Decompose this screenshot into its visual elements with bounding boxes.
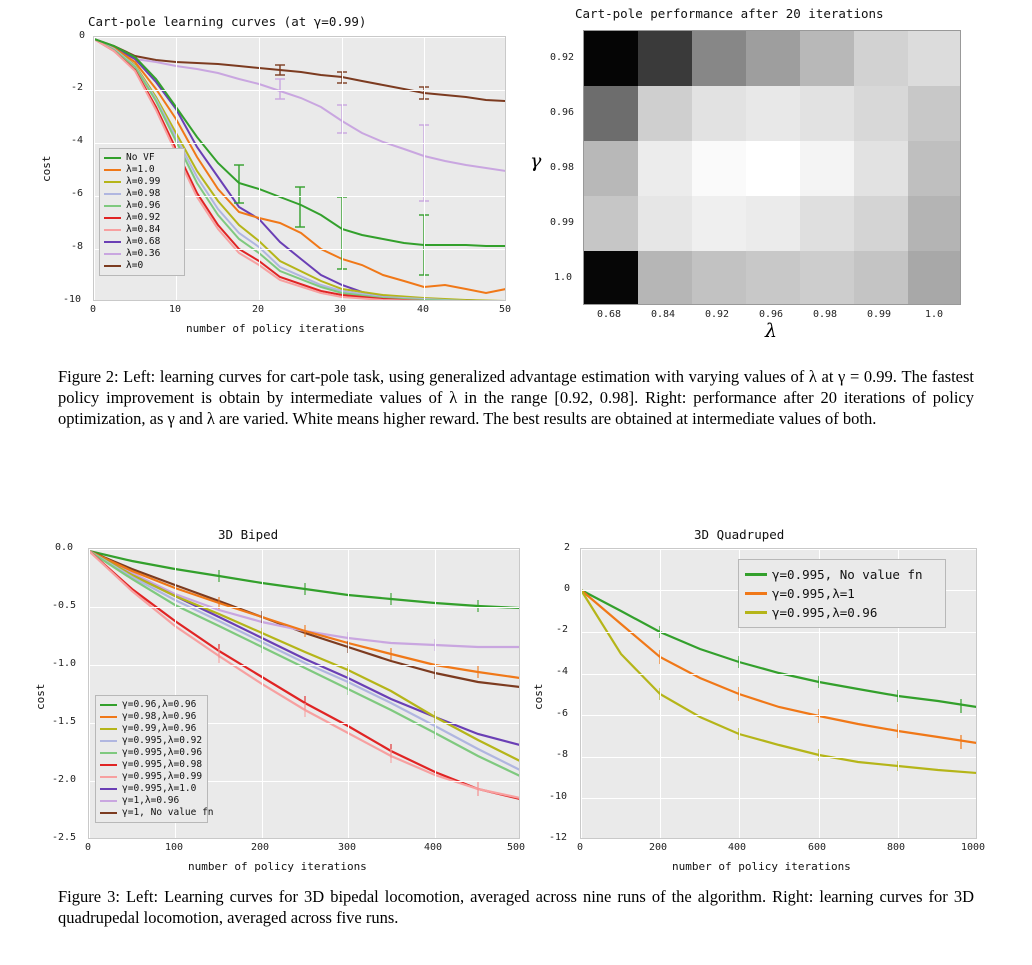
- legend-item: λ=0.99: [104, 176, 179, 188]
- figure2-right-chart: [520, 0, 1032, 350]
- legend-swatch: [100, 764, 117, 766]
- legend-item: γ=0.98,λ=0.96: [100, 711, 202, 723]
- legend-item: γ=0.995,λ=0.96: [100, 747, 202, 759]
- legend-item: γ=0.995, No value fn: [745, 565, 939, 584]
- y-tick: -12: [549, 832, 568, 843]
- legend-item: λ=0.98: [104, 188, 179, 200]
- legend-swatch: [100, 776, 117, 778]
- y-tick: -6: [71, 188, 84, 199]
- x-tick: 1000: [961, 842, 986, 853]
- y-tick: 0.0: [55, 542, 74, 553]
- legend-item: λ=1.0: [104, 164, 179, 176]
- legend-swatch: [100, 740, 117, 742]
- legend-swatch: [104, 181, 121, 183]
- x-tick: 0: [90, 304, 97, 315]
- x-tick: 0.99: [867, 309, 892, 320]
- legend-swatch: [104, 217, 121, 219]
- y-tick: 0.92: [550, 52, 575, 63]
- y-tick: -8: [556, 749, 569, 760]
- figure2-right-plot-area: [583, 30, 961, 305]
- y-tick: -10: [549, 791, 568, 802]
- y-tick: 0.96: [550, 107, 575, 118]
- figure3-right-chart: [520, 515, 1032, 875]
- y-tick: -2: [556, 624, 569, 635]
- y-tick: -2.0: [52, 774, 77, 785]
- y-tick: -0.5: [52, 600, 77, 611]
- legend-item: γ=0.995,λ=0.99: [100, 771, 202, 783]
- x-tick: 200: [251, 842, 270, 853]
- figure2-caption: Figure 2: Left: learning curves for cart-pole task, using generalized advantage estimation with varying values of λ at γ = 0.99. The fastest policy improvement is obtain by intermediate values of λ in the range [0.92, 0.98]. Right: performance after 20 iterations of policy optimization, as γ and λ are varied. White means higher reward. The best results are obtained at intermediate values of both.: [58, 367, 974, 428]
- figure3-left-xlabel: number of policy iterations: [188, 860, 367, 873]
- figure3-right-title: 3D Quadruped: [694, 527, 785, 542]
- x-tick: 200: [649, 842, 668, 853]
- y-tick: -2.5: [52, 832, 77, 843]
- x-tick: 0.98: [813, 309, 838, 320]
- y-tick: -2: [71, 82, 84, 93]
- x-tick: 1.0: [925, 309, 944, 320]
- y-tick: -1.0: [52, 658, 77, 669]
- figure2-left-chart: [0, 0, 520, 350]
- x-tick: 10: [169, 304, 182, 315]
- legend-swatch: [745, 592, 767, 595]
- legend-swatch: [745, 573, 767, 576]
- figure2-right-title: Cart-pole performance after 20 iterations: [575, 6, 884, 21]
- figure3-left-legend: [95, 695, 214, 823]
- x-tick: 400: [728, 842, 747, 853]
- legend-swatch: [100, 704, 117, 706]
- y-tick: -10: [63, 294, 82, 305]
- legend-swatch: [104, 205, 121, 207]
- x-tick: 40: [417, 304, 430, 315]
- y-tick: 1.0: [554, 272, 573, 283]
- legend-item: λ=0.92: [104, 212, 179, 224]
- legend-swatch: [100, 716, 117, 718]
- x-tick: 0.84: [651, 309, 676, 320]
- y-tick: 0: [564, 583, 571, 594]
- legend-item: γ=1, No value fn: [100, 807, 202, 819]
- legend-item: γ=0.995,λ=0.96: [745, 603, 939, 622]
- y-tick: -4: [71, 135, 84, 146]
- legend-swatch: [104, 253, 121, 255]
- x-tick: 100: [165, 842, 184, 853]
- legend-item: No VF: [104, 152, 179, 164]
- y-tick: 2: [564, 542, 571, 553]
- x-tick: 20: [252, 304, 265, 315]
- figure3-caption: Figure 3: Left: Learning curves for 3D bipedal locomotion, averaged across nine runs of the algorithm. Right: learning curves for 3D quadrupedal locomotion, averaged across five runs.: [58, 887, 974, 927]
- legend-item: γ=0.96,λ=0.96: [100, 699, 202, 711]
- legend-swatch: [104, 265, 121, 267]
- figure3-right-ylabel: cost: [532, 683, 545, 710]
- figure2-right-xlabel: λ: [765, 320, 778, 342]
- legend-swatch: [100, 800, 117, 802]
- legend-item: γ=0.995,λ=0.98: [100, 759, 202, 771]
- legend-item: λ=0.96: [104, 200, 179, 212]
- legend-item: γ=1,λ=0.96: [100, 795, 202, 807]
- legend-swatch: [104, 241, 121, 243]
- legend-item: γ=0.995,λ=0.92: [100, 735, 202, 747]
- y-tick: 0: [79, 30, 86, 41]
- legend-item: λ=0.84: [104, 224, 179, 236]
- figure3-left-chart: [0, 515, 526, 875]
- legend-item: λ=0: [104, 260, 179, 272]
- legend-item: λ=0.68: [104, 236, 179, 248]
- x-tick: 0.68: [597, 309, 622, 320]
- figure2-right-ylabel: γ: [530, 150, 542, 172]
- y-tick: 0.99: [550, 217, 575, 228]
- figure3-right-xlabel: number of policy iterations: [672, 860, 851, 873]
- legend-swatch: [104, 229, 121, 231]
- figure3-left-title: 3D Biped: [218, 527, 279, 542]
- figure2-left-title: Cart-pole learning curves (at γ=0.99): [88, 14, 367, 29]
- figure2-left-legend: [99, 148, 185, 276]
- heatmap-cells: [584, 31, 961, 305]
- figure3-left-ylabel: cost: [34, 683, 47, 710]
- legend-item: γ=0.995,λ=1: [745, 584, 939, 603]
- x-tick: 800: [887, 842, 906, 853]
- y-tick: -1.5: [52, 716, 77, 727]
- y-tick: -4: [556, 666, 569, 677]
- legend-swatch: [745, 611, 767, 614]
- x-tick: 0.92: [705, 309, 730, 320]
- legend-swatch: [100, 788, 117, 790]
- y-tick: -6: [556, 708, 569, 719]
- x-tick: 300: [338, 842, 357, 853]
- legend-item: γ=0.99,λ=0.96: [100, 723, 202, 735]
- x-tick: 0.96: [759, 309, 784, 320]
- x-tick: 500: [507, 842, 526, 853]
- x-tick: 400: [424, 842, 443, 853]
- legend-swatch: [100, 812, 117, 814]
- x-tick: 50: [499, 304, 512, 315]
- legend-swatch: [104, 169, 121, 171]
- legend-swatch: [104, 193, 121, 195]
- x-tick: 600: [808, 842, 827, 853]
- legend-swatch: [100, 728, 117, 730]
- y-tick: -8: [71, 241, 84, 252]
- legend-item: γ=0.995,λ=1.0: [100, 783, 202, 795]
- x-tick: 30: [334, 304, 347, 315]
- legend-swatch: [100, 752, 117, 754]
- y-tick: 0.98: [550, 162, 575, 173]
- figure3-right-legend: [738, 559, 946, 628]
- figure2-left-xlabel: number of policy iterations: [186, 322, 365, 335]
- x-tick: 0: [85, 842, 92, 853]
- legend-item: λ=0.36: [104, 248, 179, 260]
- figure2-left-ylabel: cost: [40, 155, 53, 182]
- legend-swatch: [104, 157, 121, 159]
- x-tick: 0: [577, 842, 584, 853]
